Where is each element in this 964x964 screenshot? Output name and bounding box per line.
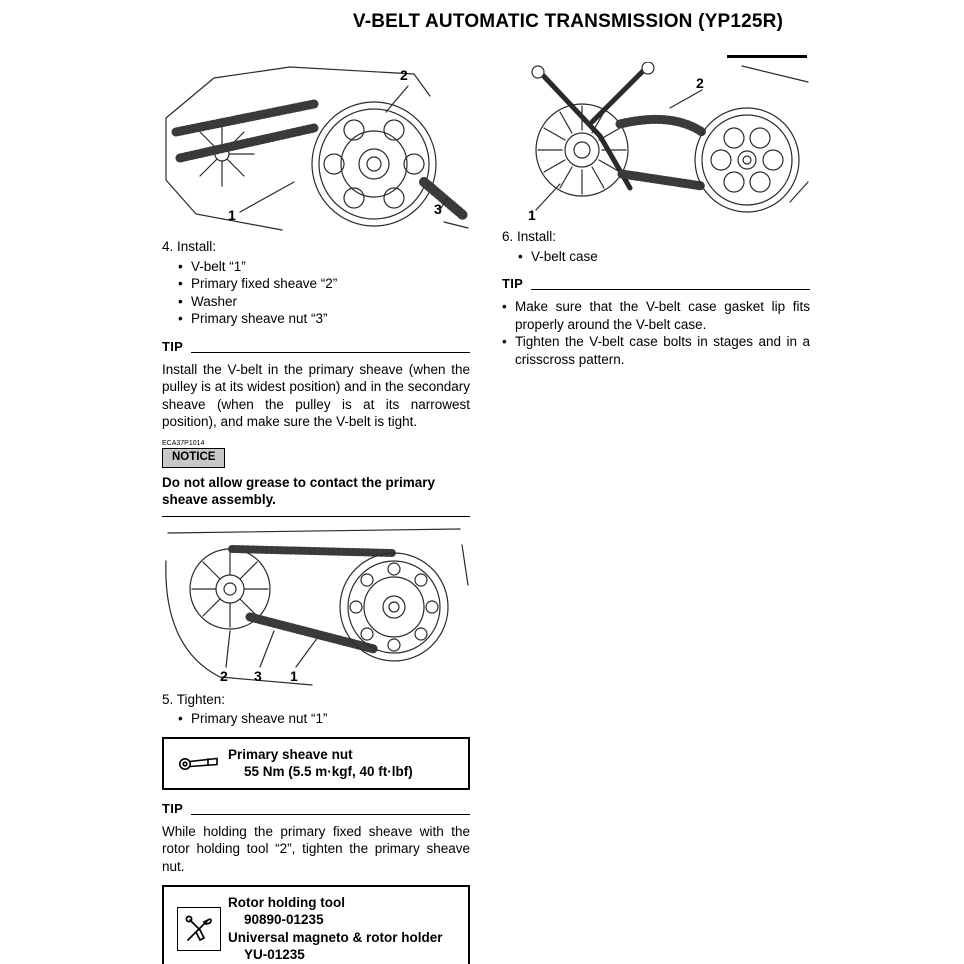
list-item: • V-belt case [518,248,810,266]
tip-rule [191,814,470,815]
figure-tighten-sheave-nut [162,525,470,687]
callout-label: 1 [228,207,236,223]
title-rule [727,55,807,58]
step-4-items [162,258,470,328]
step-number: 4. [162,239,174,254]
torque-wrench-icon [170,750,228,776]
torque-spec-name: Primary sheave nut [228,746,353,762]
tool-text [228,894,443,964]
tip-bullet: • Tighten the V-belt case bolts in stages and in a crisscross pattern. [502,333,810,368]
list-item: • V-belt “1” [178,258,470,276]
tip-rule [191,352,470,353]
step-5-heading [162,691,470,709]
tool-name: Rotor holding tool [228,894,345,910]
list-item: • Primary sheave nut “1” [178,710,470,728]
page-title: V-BELT AUTOMATIC TRANSMISSION (YP125R) [352,11,784,32]
left-column [162,62,470,964]
step-label: Install: [177,239,217,254]
tip-label: TIP [502,276,524,292]
section-rule [162,516,470,517]
notice-code: ECA37P1014 [162,439,205,447]
step-6-items [502,248,810,266]
notice-badge: NOTICE [162,448,225,468]
tool-alt-part-number: YU-01235 [244,947,305,963]
callout-label: 2 [696,75,704,91]
step-label: Install: [517,229,557,244]
step-6-heading [502,228,810,246]
tip-label: TIP [162,338,184,354]
figure-tighten-sheave-nut-drawing [162,525,470,687]
step-number: 5. [162,691,174,707]
callout-label: 3 [434,201,442,217]
step-5-items [162,710,470,728]
torque-spec-box [162,737,470,790]
torque-spec-text [228,746,413,781]
step-label: Tighten: [176,691,226,707]
tip-text: Install the V-belt in the primary sheave (when the pulley is at its widest position) and in the secondary sheave (when the pulley is at its narrowest position), and make sure the V-belt is tight. [162,361,470,430]
callout-label: 1 [528,207,536,223]
tip-heading [162,801,470,818]
tip-heading [162,339,470,356]
list-item: • Primary sheave nut “3” [178,310,470,328]
figure-primary-sheave-install-drawing [162,62,470,234]
list-item: • Primary fixed sheave “2” [178,275,470,293]
special-tool-icon [170,907,228,951]
callout-label: 2 [400,67,408,83]
tool-alt-name: Universal magneto & rotor holder [228,929,443,945]
figure-vbelt-case [502,62,810,224]
notice-text: Do not allow grease to contact the primary sheave assembly. [162,474,436,508]
tip-bullet: • Make sure that the V-belt case gasket lip fits properly around the V-belt case. [502,298,810,333]
step-4-heading [162,238,470,256]
tip-text: While holding the primary fixed sheave with the rotor holding tool “2”, tighten the primary sheave nut. [162,823,470,875]
callout-label: 3 [254,667,262,684]
tip-heading [502,276,810,293]
tool-icon-frame [177,907,221,951]
tip-label: TIP [162,801,184,817]
step-number: 6. [502,229,514,244]
tip-rule [531,289,810,290]
tool-part-number: 90890-01235 [244,912,324,928]
figure-vbelt-case-drawing [502,62,810,224]
list-item: • Washer [178,293,470,311]
callout-label: 1 [290,667,298,684]
callout-label: 2 [220,667,228,684]
special-tool-box [162,885,470,964]
figure-primary-sheave-install [162,62,470,234]
right-column [502,62,810,368]
torque-spec-value: 55 Nm (5.5 m·kgf, 40 ft·lbf) [244,764,413,780]
